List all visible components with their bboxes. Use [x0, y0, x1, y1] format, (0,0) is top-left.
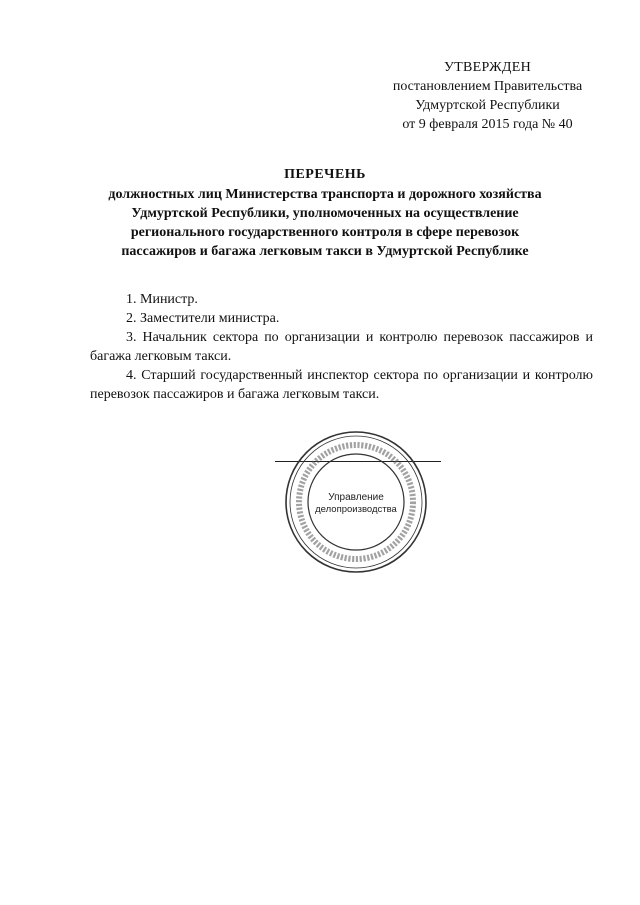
approval-heading: УТВЕРЖДЕН — [443, 60, 532, 75]
list-item: 3. Начальник сектора по организации и контролю перевозок пассажиров и багажа легковым такси. — [90, 330, 593, 364]
official-stamp — [282, 428, 430, 576]
stamp-text-line: Управление — [328, 492, 384, 503]
title-line: регионального государственного контроля в сфере перевозок — [130, 225, 520, 240]
title-line: должностных лиц Министерства транспорта и дорожного хозяйства — [108, 187, 542, 202]
list-item: 2. Заместители министра. — [126, 311, 280, 326]
document-title — [90, 165, 560, 261]
title-heading: ПЕРЕЧЕНЬ — [284, 167, 366, 182]
stamp-text-line: делопроизводства — [315, 504, 397, 515]
list-item: 1. Министр. — [126, 292, 198, 307]
title-line: пассажиров и багажа легковым такси в Удмуртской Республике — [121, 244, 529, 259]
approval-line: от 9 февраля 2015 года № 40 — [402, 117, 573, 132]
positions-list — [90, 290, 593, 404]
stamp-graphic — [282, 428, 430, 576]
title-line: Удмуртской Республики, уполномоченных на осуществление — [131, 206, 519, 221]
list-item: 4. Старший государственный инспектор сектора по организации и контролю перевозок пассажиров и багажа легковым такси. — [90, 368, 593, 402]
approval-line: постановлением Правительства — [392, 79, 583, 94]
approval-line: Удмуртской Республики — [415, 98, 560, 113]
approval-block — [380, 58, 595, 134]
